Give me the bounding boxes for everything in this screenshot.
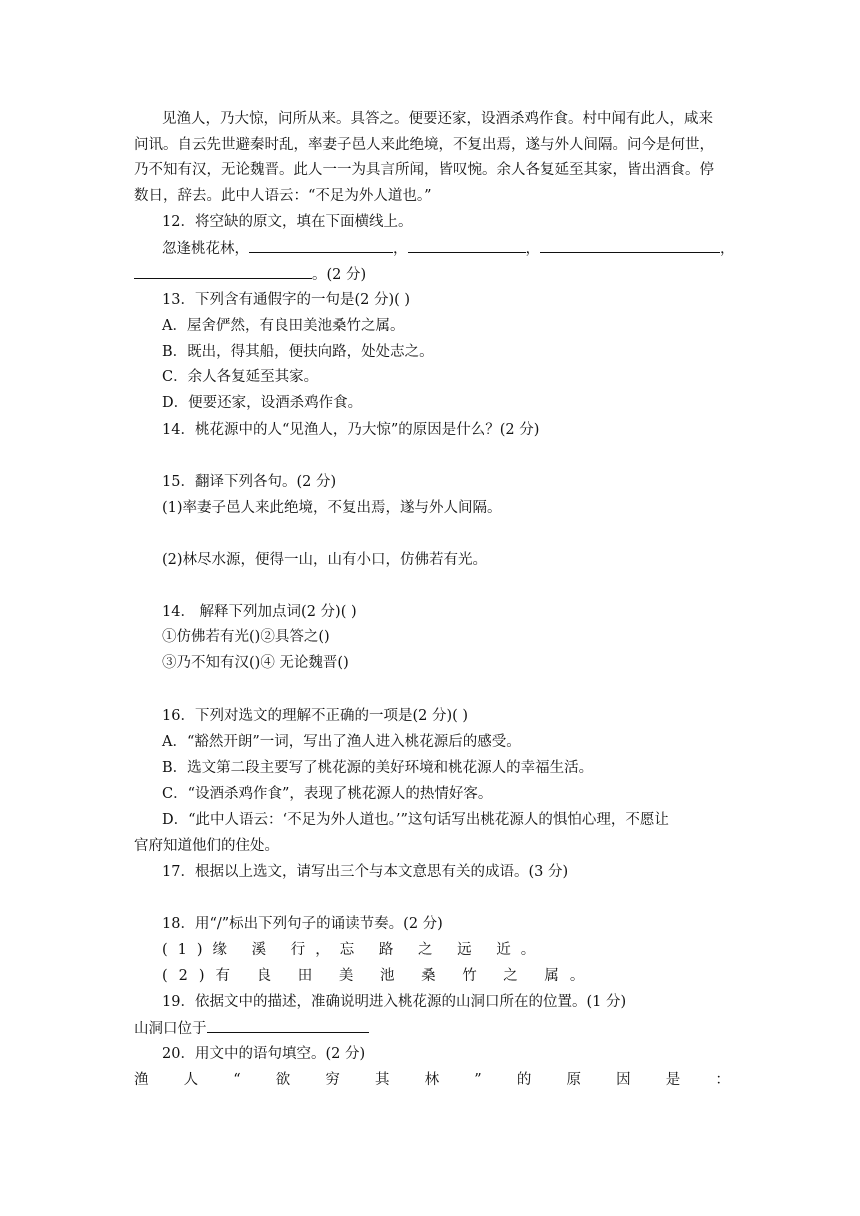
prompt-char: 原 [566,1072,581,1088]
answer-blank[interactable] [207,1018,369,1033]
q12-comma: ， [720,241,735,257]
question-14b-line-2: ③乃不知有汉()④ 无论魏晋() [162,655,349,671]
question-18-stem: 18．用“/”标出下列句子的诵读节奏。(2 分) [162,916,443,932]
question-13-stem: 13．下列含有通假字的一句是(2 分)( ) [162,292,411,308]
passage-line: 数日，辞去。此中人语云：“不足为外人道也。” [134,188,432,204]
question-15-stem: 15．翻译下列各句。(2 分) [162,474,337,490]
answer-blank[interactable] [134,264,312,279]
question-15-item-1: (1)率妻子邑人来此绝境，不复出焉，遂与外人间隔。 [162,500,502,516]
answer-blank[interactable] [249,238,393,253]
prompt-char: 欲 [275,1072,291,1088]
prompt-char: 穷 [325,1072,340,1088]
question-14b-stem: 14． 解释下列加点词(2 分)( ) [162,604,357,620]
question-20-stem: 20．用文中的语句填空。(2 分) [162,1046,366,1062]
option-a[interactable]: A．屋舍俨然，有良田美池桑竹之属。 [162,318,405,334]
question-14b-line-1: ①仿佛若有光()②具答之() [162,629,330,645]
q19-prefix: 山洞口位于 [134,1021,207,1037]
q12-comma: ， [525,241,540,257]
passage-line: 见渔人，乃大惊，问所从来。具答之。便要还家，设酒杀鸡作食。村中闻有此人，咸来 [162,111,713,127]
option-d[interactable]: D．便要还家，设酒杀鸡作食。 [162,395,363,411]
question-17-stem: 17．根据以上选文，请写出三个与本文意思有关的成语。(3 分) [162,864,569,880]
prompt-char: 林 [424,1072,440,1088]
option-c[interactable]: C．余人各复延至其家。 [162,369,319,385]
question-19-answer [134,1018,730,1039]
prompt-char: “ [233,1072,241,1088]
option-d[interactable]: D．“此中人语云：‘不足为外人道也。’”这句话写出桃花源人的惧怕心理，不愿让 [162,812,669,828]
option-a[interactable]: A．“豁然开朗”一词，写出了渔人进入桃花源后的感受。 [162,734,521,750]
question-16-stem: 16．下列对选文的理解不正确的一项是(2 分)( ) [162,708,469,724]
option-d-continued: 官府知道他们的住处。 [134,838,279,854]
prompt-char: 是 [665,1072,681,1088]
passage-line: 乃不知有汉，无论魏晋。此人一一为具言所闻，皆叹惋。余人各复延至其家，皆出酒食。停 [134,162,714,178]
question-15-item-2: (2)林尽水源，便得一山，山有小口，仿佛若有光。 [162,552,488,568]
question-12-blank-line2 [134,264,730,285]
prompt-char: 其 [375,1072,390,1088]
question-12-blanks [162,238,758,259]
question-18-item-2: (2)有 良 田 美 池 桑 竹 之 属。 [162,968,596,984]
prompt-char: ： [715,1072,730,1088]
question-18-item-1: (1)缘 溪 行，忘 路 之 远 近。 [162,942,546,958]
answer-blank[interactable] [408,238,526,253]
option-c[interactable]: C．“设酒杀鸡作食”，表现了桃花源人的热情好客。 [162,786,493,802]
q12-prefix: 忽逢桃花林， [162,241,249,257]
q12-score: 。(2 分) [312,267,367,283]
prompt-char: ” [474,1072,482,1088]
option-b[interactable]: B．既出，得其船，便扶向路，处处志之。 [162,344,434,360]
passage-line: 问讯。自云先世避秦时乱，率妻子邑人来此绝境，不复出焉，遂与外人间隔。问今是何世， [134,137,714,153]
option-b[interactable]: B．选文第二段主要写了桃花源的美好环境和桃花源人的幸福生活。 [162,760,594,776]
question-12-stem: 12．将空缺的原文，填在下面横线上。 [162,214,413,230]
question-19-stem: 19．依据文中的描述，准确说明进入桃花源的山洞口所在的位置。(1 分) [162,994,627,1010]
answer-blank[interactable] [540,238,720,253]
prompt-char: 人 [183,1072,199,1088]
prompt-char: 渔 [134,1072,149,1088]
question-20-prompt [134,1070,730,1090]
prompt-char: 因 [616,1072,631,1088]
question-14-stem: 14．桃花源中的人“见渔人，乃大惊”的原因是什么？(2 分) [162,422,540,438]
q12-comma: ， [393,241,408,257]
prompt-char: 的 [516,1072,532,1088]
